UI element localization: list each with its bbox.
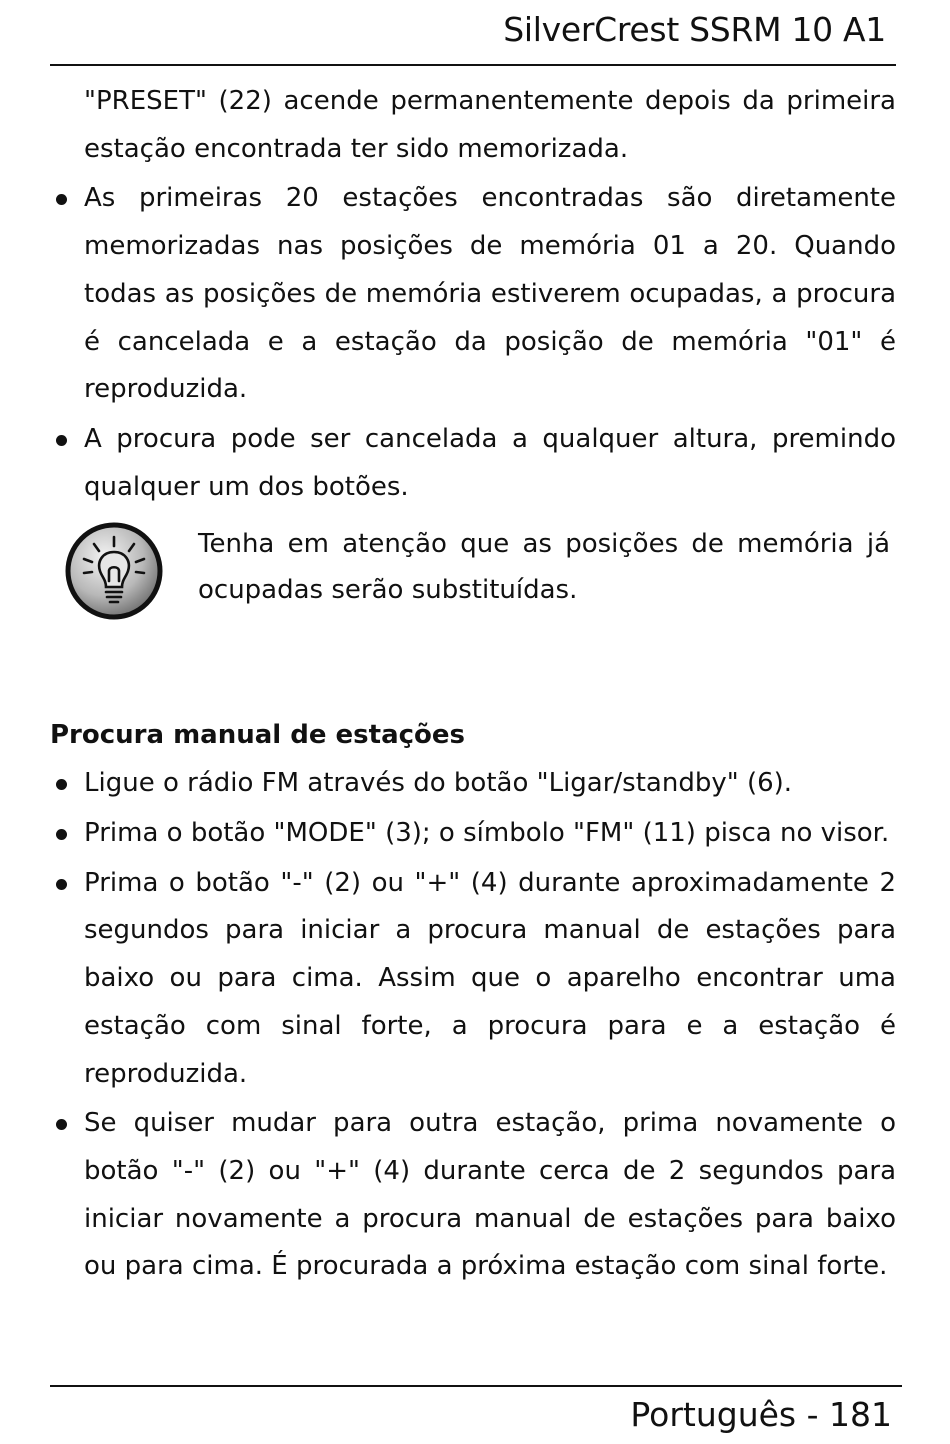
page-footer: [50, 1385, 902, 1434]
continuation-paragraph: "PRESET" (22) acende permanentemente depois da primeira estação encontrada ter sido memorizada.: [84, 86, 896, 164]
list-item: Ligue o rádio FM através do botão "Ligar/standby" (6).: [50, 760, 896, 808]
bullet-list-top: [50, 175, 896, 511]
page-header: [50, 0, 896, 66]
list-item: Se quiser mudar para outra estação, prima novamente o botão "-" (2) ou "+" (4) durante cerca de 2 segundos para iniciar novamente a procura manual de estações para baixo ou para cima. É procurada a próxima estação com sinal forte.: [50, 1100, 896, 1291]
tip-note: [50, 521, 896, 627]
page-number: Português - 181: [630, 1395, 892, 1434]
page-content: [50, 78, 896, 1291]
list-item: Prima o botão "MODE" (3); o símbolo "FM" (11) pisca no visor.: [50, 810, 896, 858]
lightbulb-icon: [64, 521, 164, 621]
list-item: Prima o botão "-" (2) ou "+" (4) durante aproximadamente 2 segundos para iniciar a procura manual de estações para baixo ou para cima. Assim que o aparelho encontrar uma estação com sinal forte, a procura para e a estação é reproduzida.: [50, 860, 896, 1099]
bullet-list-manual: [50, 760, 896, 1291]
header-title: SilverCrest SSRM 10 A1: [503, 10, 886, 49]
tip-text: Tenha em atenção que as posições de memória já ocupadas serão substituídas.: [198, 529, 890, 606]
section-title: Procura manual de estações: [50, 720, 466, 751]
list-item: A procura pode ser cancelada a qualquer altura, premindo qualquer um dos botões.: [50, 416, 896, 511]
list-item: As primeiras 20 estações encontradas são diretamente memorizadas nas posições de memória 01 a 20. Quando todas as posições de memória estiverem ocupadas, a procura é cancelada e a estação da posição de memória "01" é reproduzida.: [50, 175, 896, 414]
